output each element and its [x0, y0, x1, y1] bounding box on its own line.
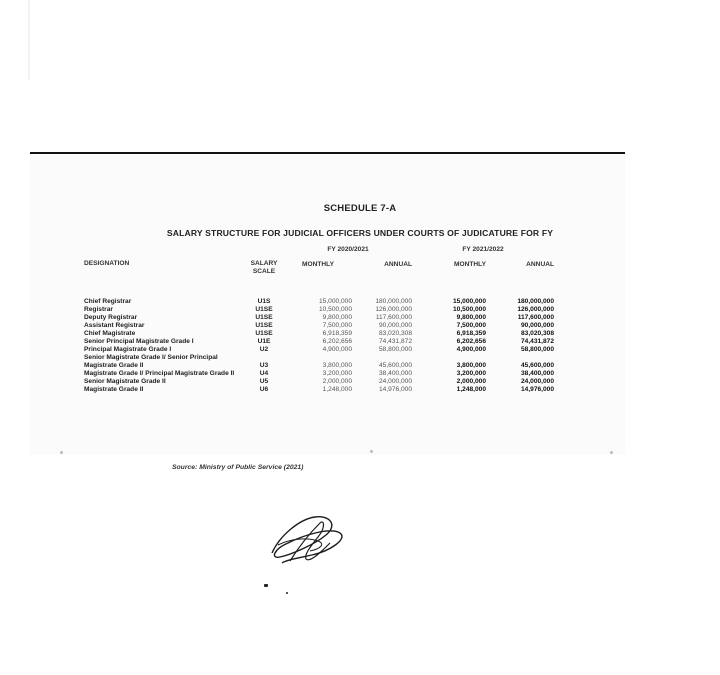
annual-2020-cell: 38,400,000	[378, 370, 412, 377]
monthly-2020-cell: 3,200,000	[322, 370, 352, 377]
annual-2021-cell: 14,976,000	[520, 386, 554, 393]
annual-2021-cell: 180,000,000	[517, 298, 554, 305]
signature-image	[260, 505, 350, 575]
table-row	[84, 330, 554, 338]
monthly-2020-cell: 9,800,000	[322, 314, 352, 321]
annual-2020-cell: 14,976,000	[378, 386, 412, 393]
monthly-2020-cell: 10,500,000	[318, 306, 352, 313]
table-row	[84, 370, 554, 378]
monthly-2021-cell: 3,800,000	[456, 362, 486, 369]
header-annual-2020: ANNUAL	[384, 261, 412, 268]
table-row	[84, 314, 554, 322]
monthly-2021-cell: 10,500,000	[452, 306, 486, 313]
designation-cell: Senior Magistrate Grade I/ Senior Principal Magistrate Grade II	[84, 354, 218, 369]
annual-2021-cell: 24,000,000	[520, 378, 554, 385]
header-salary-scale-line1: SALARY	[250, 260, 278, 267]
annual-2021-cell: 74,431,872	[520, 338, 554, 345]
page-edge-mark	[28, 0, 30, 80]
scale-cell: U1SE	[255, 330, 273, 337]
monthly-2021-cell: 4,900,000	[456, 346, 486, 353]
scale-cell: U1SE	[255, 306, 273, 313]
table-row	[84, 346, 554, 354]
header-salary-scale	[244, 246, 284, 276]
monthly-2020-cell: 1,248,000	[322, 386, 352, 393]
monthly-2021-cell: 15,000,000	[452, 298, 486, 305]
annual-2020-cell: 83,020,308	[378, 330, 412, 337]
designation-cell: Magistrate Grade II	[84, 386, 144, 393]
ink-mark	[264, 584, 268, 587]
header-fy-2020: FY 2020/2021	[327, 246, 369, 253]
scan-speck	[370, 450, 373, 453]
annual-2020-cell: 180,000,000	[375, 298, 412, 305]
table-row	[84, 306, 554, 314]
monthly-2020-cell: 2,000,000	[322, 378, 352, 385]
salary-table	[84, 246, 554, 394]
monthly-2020-cell: 6,202,656	[322, 338, 352, 345]
scale-cell: U5	[259, 378, 269, 385]
annual-2020-cell: 24,000,000	[378, 378, 412, 385]
scale-cell: U1SE	[255, 322, 273, 329]
scale-cell: U2	[259, 346, 269, 353]
scale-cell: U3	[259, 362, 269, 369]
monthly-2021-cell: 3,200,000	[456, 370, 486, 377]
scale-cell: U1SE	[255, 314, 273, 321]
monthly-2020-cell: 6,918,359	[322, 330, 352, 337]
monthly-2020-cell: 4,900,000	[322, 346, 352, 353]
header-fy-2021: FY 2021/2022	[462, 246, 504, 253]
monthly-2021-cell: 6,202,656	[456, 338, 486, 345]
designation-cell: Deputy Registrar	[84, 314, 138, 321]
scan-speck	[610, 451, 613, 454]
schedule-heading: SCHEDULE 7-A	[323, 203, 397, 214]
annual-2020-cell: 74,431,872	[378, 338, 412, 345]
monthly-2020-cell: 7,500,000	[322, 322, 352, 329]
annual-2021-cell: 45,600,000	[520, 362, 554, 369]
designation-cell: Senior Principal Magistrate Grade I	[84, 338, 194, 345]
monthly-2021-cell: 7,500,000	[456, 322, 486, 329]
header-annual-2021: ANNUAL	[526, 261, 554, 268]
annual-2021-cell: 38,400,000	[520, 370, 554, 377]
source-note: Source: Ministry of Public Service (2021)	[172, 464, 304, 471]
annual-2020-cell: 58,800,000	[378, 346, 412, 353]
annual-2020-cell: 90,000,000	[378, 322, 412, 329]
monthly-2021-cell: 6,918,359	[456, 330, 486, 337]
scale-cell: U1S	[257, 298, 271, 305]
scan-speck	[60, 451, 63, 454]
ink-mark	[286, 592, 288, 594]
designation-cell: Chief Registrar	[84, 298, 132, 305]
monthly-2020-cell: 15,000,000	[318, 298, 352, 305]
table-row	[84, 386, 554, 394]
document-title: SALARY STRUCTURE FOR JUDICIAL OFFICERS UNDER COURTS OF JUDICATURE FOR FY	[166, 228, 554, 238]
annual-2021-cell: 58,800,000	[520, 346, 554, 353]
scale-cell: U6	[259, 386, 269, 393]
header-monthly-2020: MONTHLY	[302, 261, 334, 268]
monthly-2021-cell: 9,800,000	[456, 314, 486, 321]
annual-2020-cell: 126,000,000	[375, 306, 412, 313]
designation-cell: Assistant Registrar	[84, 322, 145, 329]
designation-cell: Senior Magistrate Grade II	[84, 378, 166, 385]
monthly-2020-cell: 3,800,000	[322, 362, 352, 369]
table-row	[84, 322, 554, 330]
table-row	[84, 298, 554, 306]
top-rule	[30, 152, 625, 154]
table-row	[84, 354, 554, 370]
header-monthly-2021: MONTHLY	[454, 261, 486, 268]
designation-cell: Principal Magistrate Grade I	[84, 346, 172, 353]
header-designation: DESIGNATION	[84, 260, 130, 267]
scale-cell: U1E	[257, 338, 271, 345]
annual-2021-cell: 126,000,000	[517, 306, 554, 313]
annual-2021-cell: 117,600,000	[517, 314, 554, 321]
table-row	[84, 338, 554, 346]
scale-cell: U4	[259, 370, 269, 377]
designation-cell: Registrar	[84, 306, 113, 313]
table-row	[84, 378, 554, 386]
designation-cell: Magistrate Grade I/ Principal Magistrate Grade II	[84, 370, 235, 377]
annual-2020-cell: 117,600,000	[375, 314, 412, 321]
annual-2021-cell: 90,000,000	[520, 322, 554, 329]
monthly-2021-cell: 1,248,000	[456, 386, 486, 393]
designation-cell: Chief Magistrate	[84, 330, 136, 337]
annual-2021-cell: 83,020,308	[520, 330, 554, 337]
header-salary-scale-line2: SCALE	[252, 268, 276, 275]
annual-2020-cell: 45,600,000	[378, 362, 412, 369]
monthly-2021-cell: 2,000,000	[456, 378, 486, 385]
